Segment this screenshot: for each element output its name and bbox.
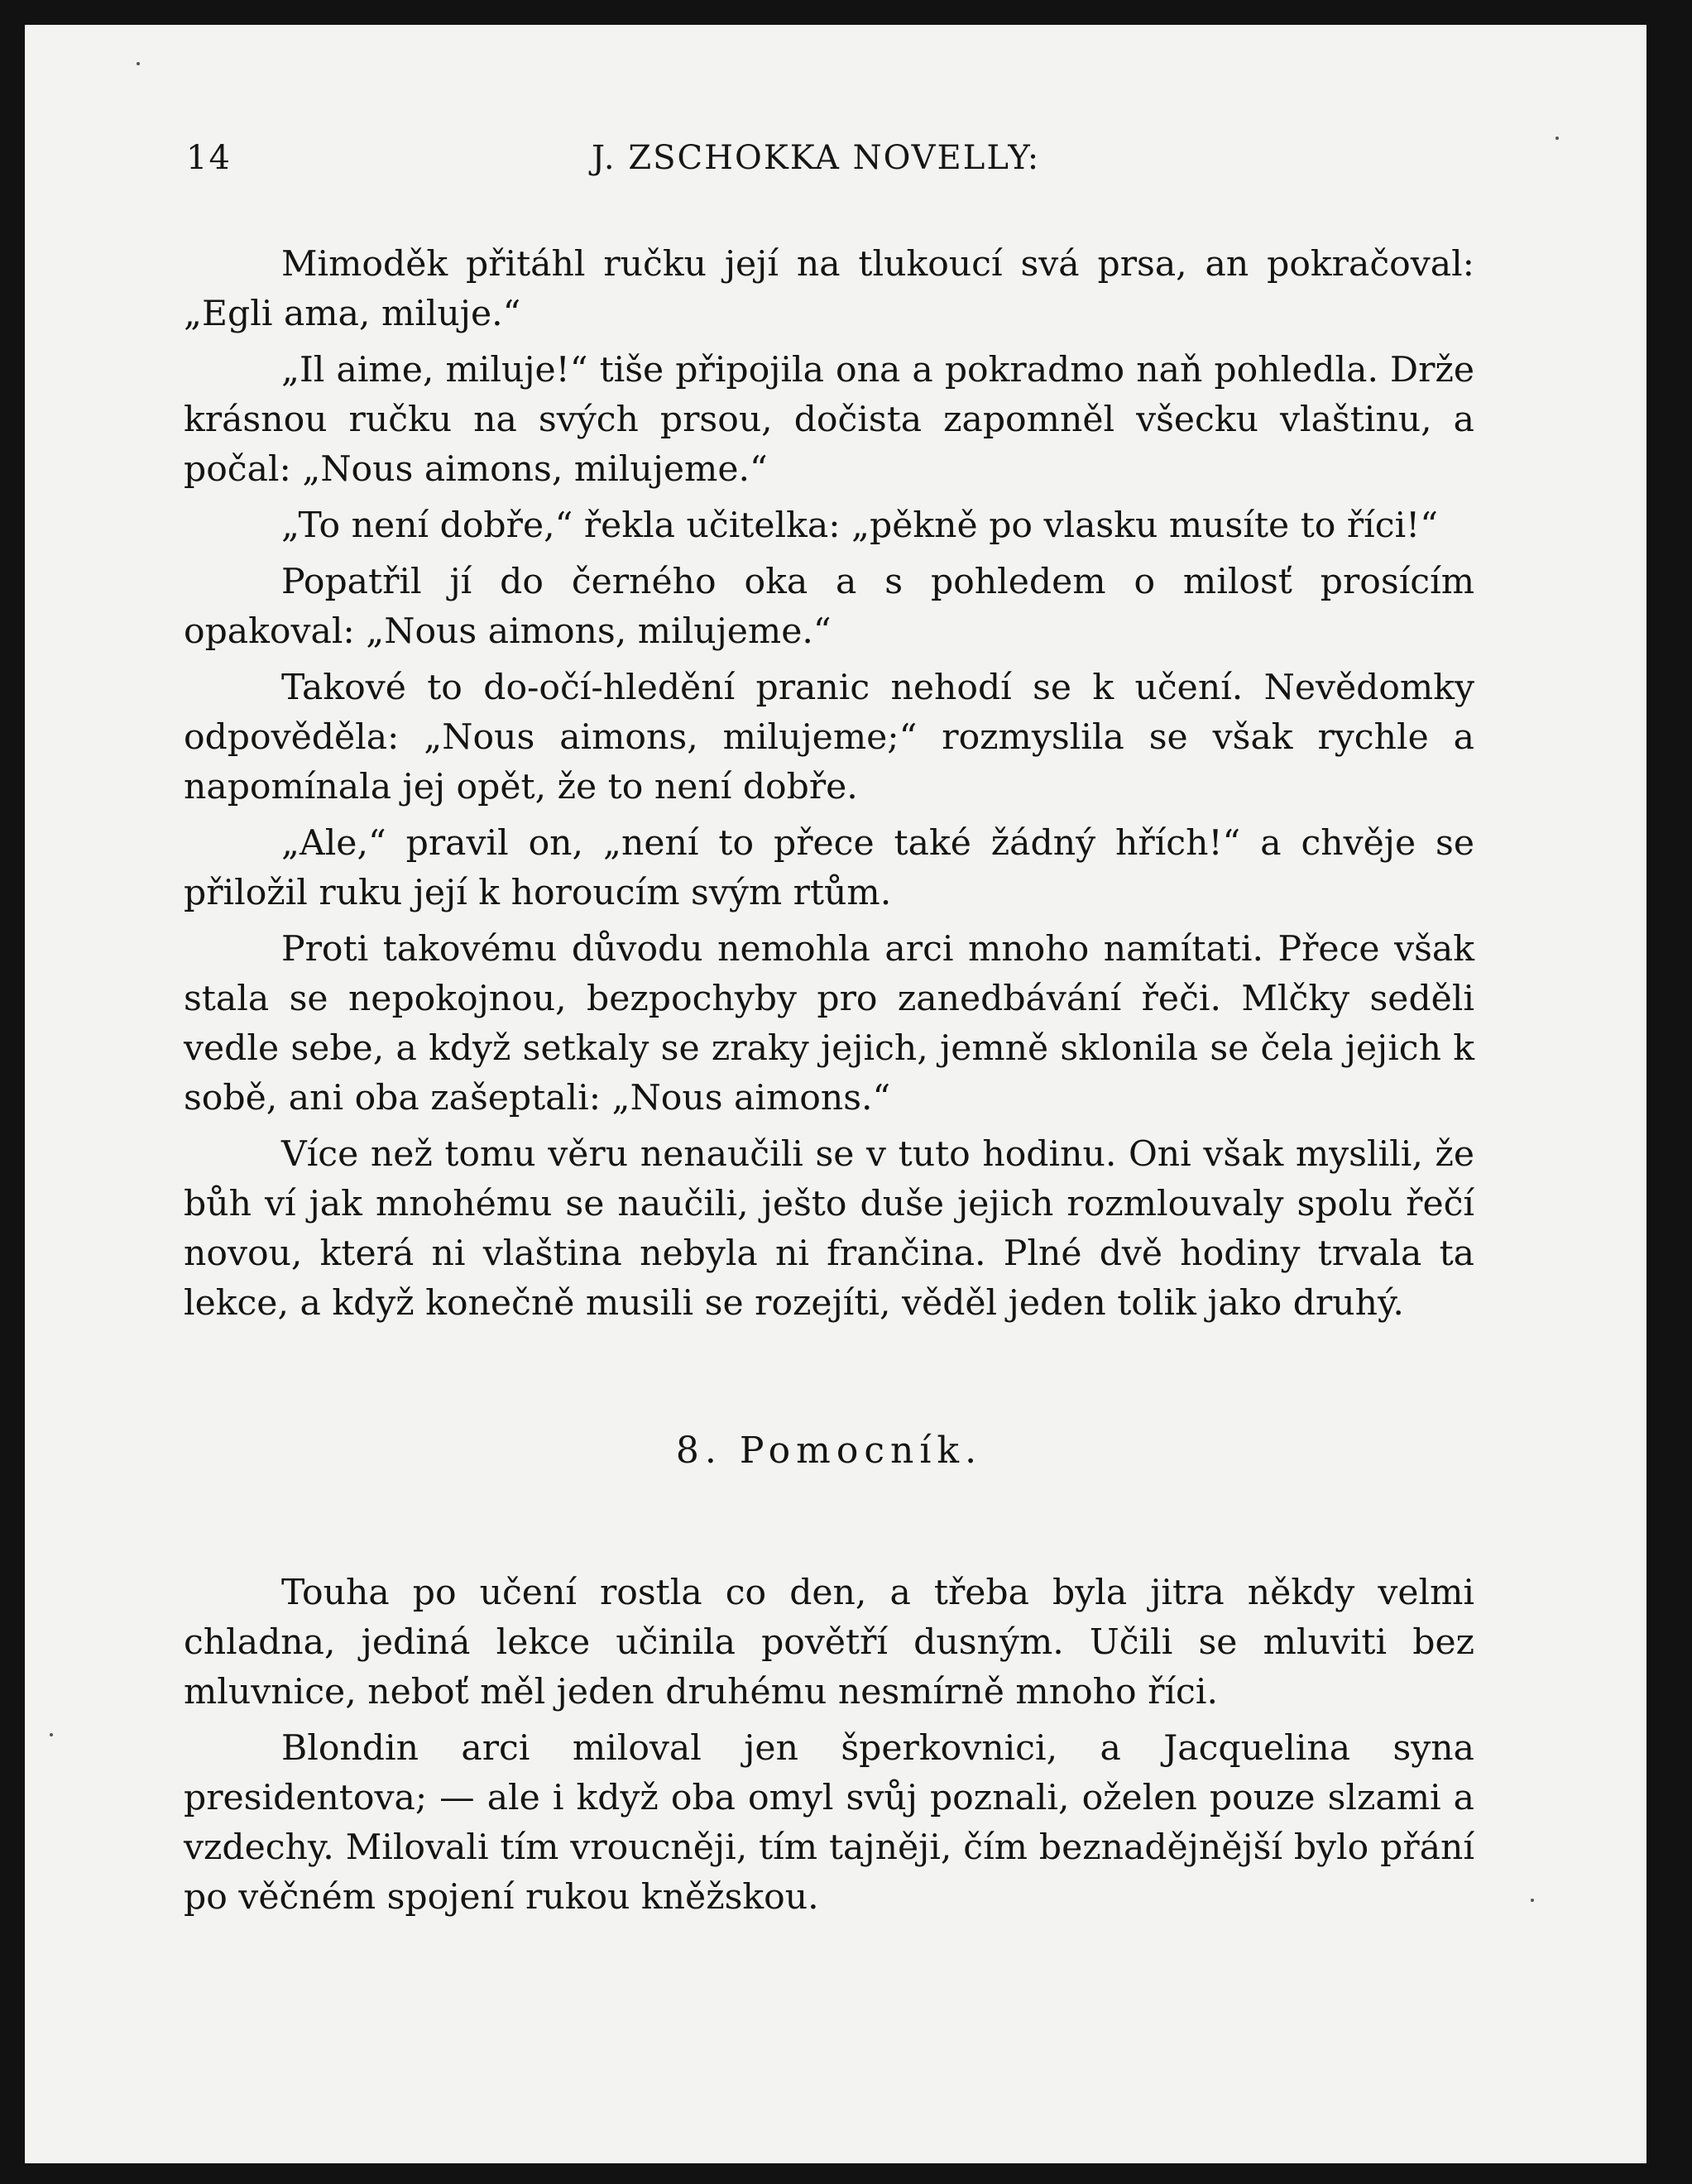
paragraph: Touha po učení rostla co den, a třeba byla jitra někdy velmi chladna, jediná lekce učinila povětří dusným. Učili se mluviti bez mluvnice, neboť měl jeden druhému nesmírně mnoho říci. <box>184 1573 1474 1712</box>
paragraph: „Ale,“ pravil on, „není to přece také žádný hřích!“ a chvěje se přiložil ruku její k horoucím svým rtům. <box>184 823 1474 913</box>
scan-speck <box>1531 1899 1534 1902</box>
paragraph: Proti takovému důvodu nemohla arci mnoho namítati. Přece však stala se nepokojnou, bezpochyby pro zanedbávání řeči. Mlčky seděli vedle sebe, a když setkaly se zraky jejich, jemně sklonila se čela jejich k sobě, ani oba zašeptali: „Nous aimons.“ <box>184 929 1474 1118</box>
paragraph: Popatřil jí do černého oka a s pohledem o milosť prosícím opakoval: „Nous aimons, milujeme.“ <box>184 562 1474 652</box>
scan-speck <box>1555 136 1559 140</box>
paragraph: „Il aime, miluje!“ tiše připojila ona a pokradmo naň pohledla. Drže krásnou ručku na svých prsou, dočista zapomněl všecku vlaštinu, a počal: „Nous aimons, milujeme.“ <box>184 350 1474 490</box>
section-heading: 8. Pomocník. <box>675 1430 983 1472</box>
body-text <box>184 240 1474 1923</box>
scan-speck <box>137 62 140 65</box>
paragraph: „To není dobře,“ řekla učitelka: „pěkně po vlasku musíte to říci!“ <box>281 505 1438 546</box>
running-title: J. ZSCHOKKA NOVELLY: <box>592 139 1041 177</box>
paragraph: Takové to do-očí-hledění pranic nehodí se k učení. Nevědomky odpověděla: „Nous aimons, milujeme;“ rozmyslila se však rychle a napomínala jej opět, že to není dobře. <box>184 668 1474 807</box>
paragraph: Mimoděk přitáhl ručku její na tlukoucí svá prsa, an pokračoval: „Egli ama, miluje.“ <box>184 244 1474 334</box>
scan-speck <box>50 1733 53 1736</box>
page-header <box>186 139 1117 189</box>
paragraph: Více než tomu věru nenaučili se v tuto hodinu. Oni však myslili, že bůh ví jak mnohému se naučili, ješto duše jejich rozmlouvaly spolu řečí novou, která ni vlaština nebyla ni frančina. Plné dvě hodiny trvala ta lekce, a když konečně musili se rozejíti, věděl jeden tolik jako druhý. <box>184 1134 1474 1324</box>
paragraph: Blondin arci miloval jen šperkovnici, a Jacquelina syna presidentova; — ale i když oba omyl svůj poznali, oželen pouze slzami a vzdechy. Milovali tím vroucněji, tím tajněji, čím beznadějnější bylo přání po věčném spojení rukou kněžskou. <box>184 1728 1474 1918</box>
page-number: 14 <box>186 139 232 177</box>
